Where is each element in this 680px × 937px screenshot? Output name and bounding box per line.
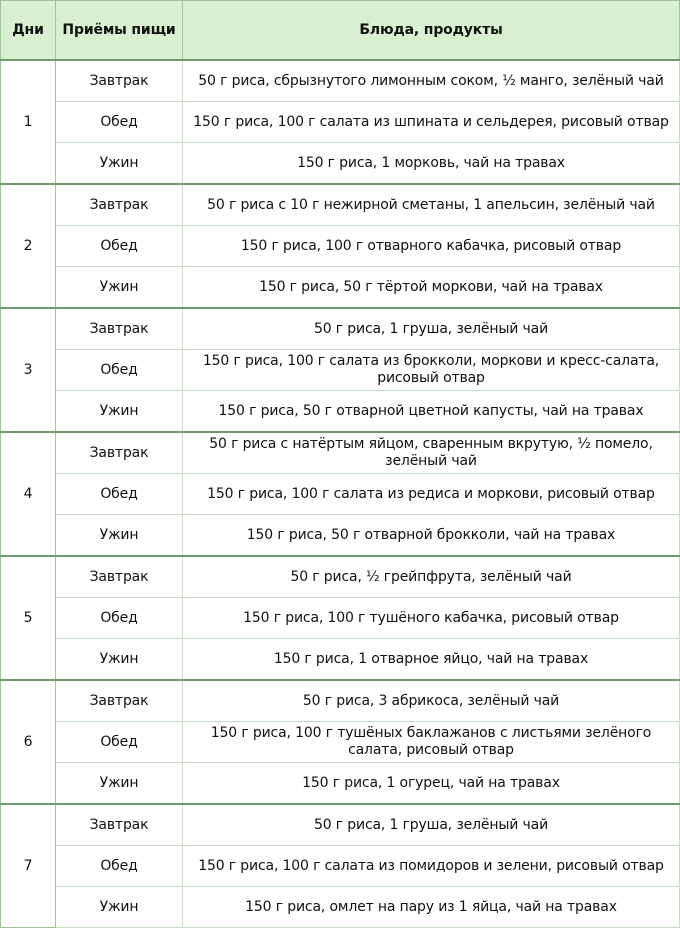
food-description-cell: 50 г риса, ½ грейпфрута, зелёный чай — [183, 556, 680, 598]
meal-name-cell: Обед — [56, 846, 183, 887]
table-row — [1, 887, 680, 928]
day-number-cell: 6 — [1, 680, 56, 804]
meal-name-cell: Ужин — [56, 887, 183, 928]
food-description-cell: 150 г риса, омлет на пару из 1 яйца, чай на травах — [183, 887, 680, 928]
food-description-cell: 50 г риса, 1 груша, зелёный чай — [183, 804, 680, 846]
table-row — [1, 184, 680, 226]
header-meals: Приёмы пищи — [56, 1, 183, 61]
meal-name-cell: Ужин — [56, 143, 183, 185]
food-description-cell: 150 г риса, 50 г отварной брокколи, чай на травах — [183, 515, 680, 557]
meal-name-cell: Ужин — [56, 763, 183, 805]
header-foods: Блюда, продукты — [183, 1, 680, 61]
table-row — [1, 474, 680, 515]
table-row — [1, 432, 680, 474]
food-description-cell: 50 г риса, 1 груша, зелёный чай — [183, 308, 680, 350]
table-row — [1, 308, 680, 350]
table-row — [1, 391, 680, 433]
meal-name-cell: Завтрак — [56, 308, 183, 350]
day-number-cell: 2 — [1, 184, 56, 308]
meal-name-cell: Ужин — [56, 391, 183, 433]
table-row — [1, 350, 680, 391]
food-description-cell: 150 г риса, 50 г тёртой моркови, чай на травах — [183, 267, 680, 309]
table-row — [1, 763, 680, 805]
food-description-cell: 50 г риса, 3 абрикоса, зелёный чай — [183, 680, 680, 722]
table-row — [1, 598, 680, 639]
food-description-cell: 150 г риса, 100 г тушёных баклажанов с листьями зелёного салата, рисовый отвар — [183, 722, 680, 763]
meal-name-cell: Ужин — [56, 515, 183, 557]
meal-name-cell: Завтрак — [56, 60, 183, 102]
table-row — [1, 556, 680, 598]
table-row — [1, 515, 680, 557]
header-row — [1, 1, 680, 61]
meal-name-cell: Завтрак — [56, 184, 183, 226]
food-description-cell: 50 г риса с натёртым яйцом, сваренным вкрутую, ½ помело, зелёный чай — [183, 432, 680, 474]
table-row — [1, 267, 680, 309]
food-description-cell: 150 г риса, 100 г салата из шпината и сельдерея, рисовый отвар — [183, 102, 680, 143]
meal-name-cell: Обед — [56, 226, 183, 267]
meal-name-cell: Обед — [56, 722, 183, 763]
table-row — [1, 846, 680, 887]
table-row — [1, 804, 680, 846]
meal-name-cell: Обед — [56, 102, 183, 143]
table-row — [1, 722, 680, 763]
day-number-cell: 1 — [1, 60, 56, 184]
food-description-cell: 150 г риса, 1 огурец, чай на травах — [183, 763, 680, 805]
table-row — [1, 60, 680, 102]
food-description-cell: 150 г риса, 100 г салата из брокколи, моркови и кресс-салата, рисовый отвар — [183, 350, 680, 391]
meal-name-cell: Обед — [56, 350, 183, 391]
food-description-cell: 150 г риса, 100 г тушёного кабачка, рисовый отвар — [183, 598, 680, 639]
table-body — [1, 60, 680, 928]
meal-name-cell: Обед — [56, 598, 183, 639]
day-number-cell: 5 — [1, 556, 56, 680]
food-description-cell: 150 г риса, 100 г отварного кабачка, рисовый отвар — [183, 226, 680, 267]
food-description-cell: 150 г риса, 1 морковь, чай на травах — [183, 143, 680, 185]
table-row — [1, 143, 680, 185]
table-row — [1, 639, 680, 681]
meal-name-cell: Завтрак — [56, 556, 183, 598]
day-number-cell: 4 — [1, 432, 56, 556]
meal-name-cell: Ужин — [56, 639, 183, 681]
meal-name-cell: Ужин — [56, 267, 183, 309]
food-description-cell: 50 г риса с 10 г нежирной сметаны, 1 апельсин, зелёный чай — [183, 184, 680, 226]
food-description-cell: 150 г риса, 50 г отварной цветной капусты, чай на травах — [183, 391, 680, 433]
meal-name-cell: Завтрак — [56, 432, 183, 474]
table-row — [1, 680, 680, 722]
header-days: Дни — [1, 1, 56, 61]
table-row — [1, 226, 680, 267]
food-description-cell: 150 г риса, 100 г салата из редиса и моркови, рисовый отвар — [183, 474, 680, 515]
day-number-cell: 3 — [1, 308, 56, 432]
food-description-cell: 50 г риса, сбрызнутого лимонным соком, ½ манго, зелёный чай — [183, 60, 680, 102]
meal-name-cell: Завтрак — [56, 680, 183, 722]
meal-name-cell: Обед — [56, 474, 183, 515]
table-row — [1, 102, 680, 143]
food-description-cell: 150 г риса, 1 отварное яйцо, чай на травах — [183, 639, 680, 681]
day-number-cell: 7 — [1, 804, 56, 928]
table-header — [1, 1, 680, 61]
food-description-cell: 150 г риса, 100 г салата из помидоров и зелени, рисовый отвар — [183, 846, 680, 887]
meal-name-cell: Завтрак — [56, 804, 183, 846]
